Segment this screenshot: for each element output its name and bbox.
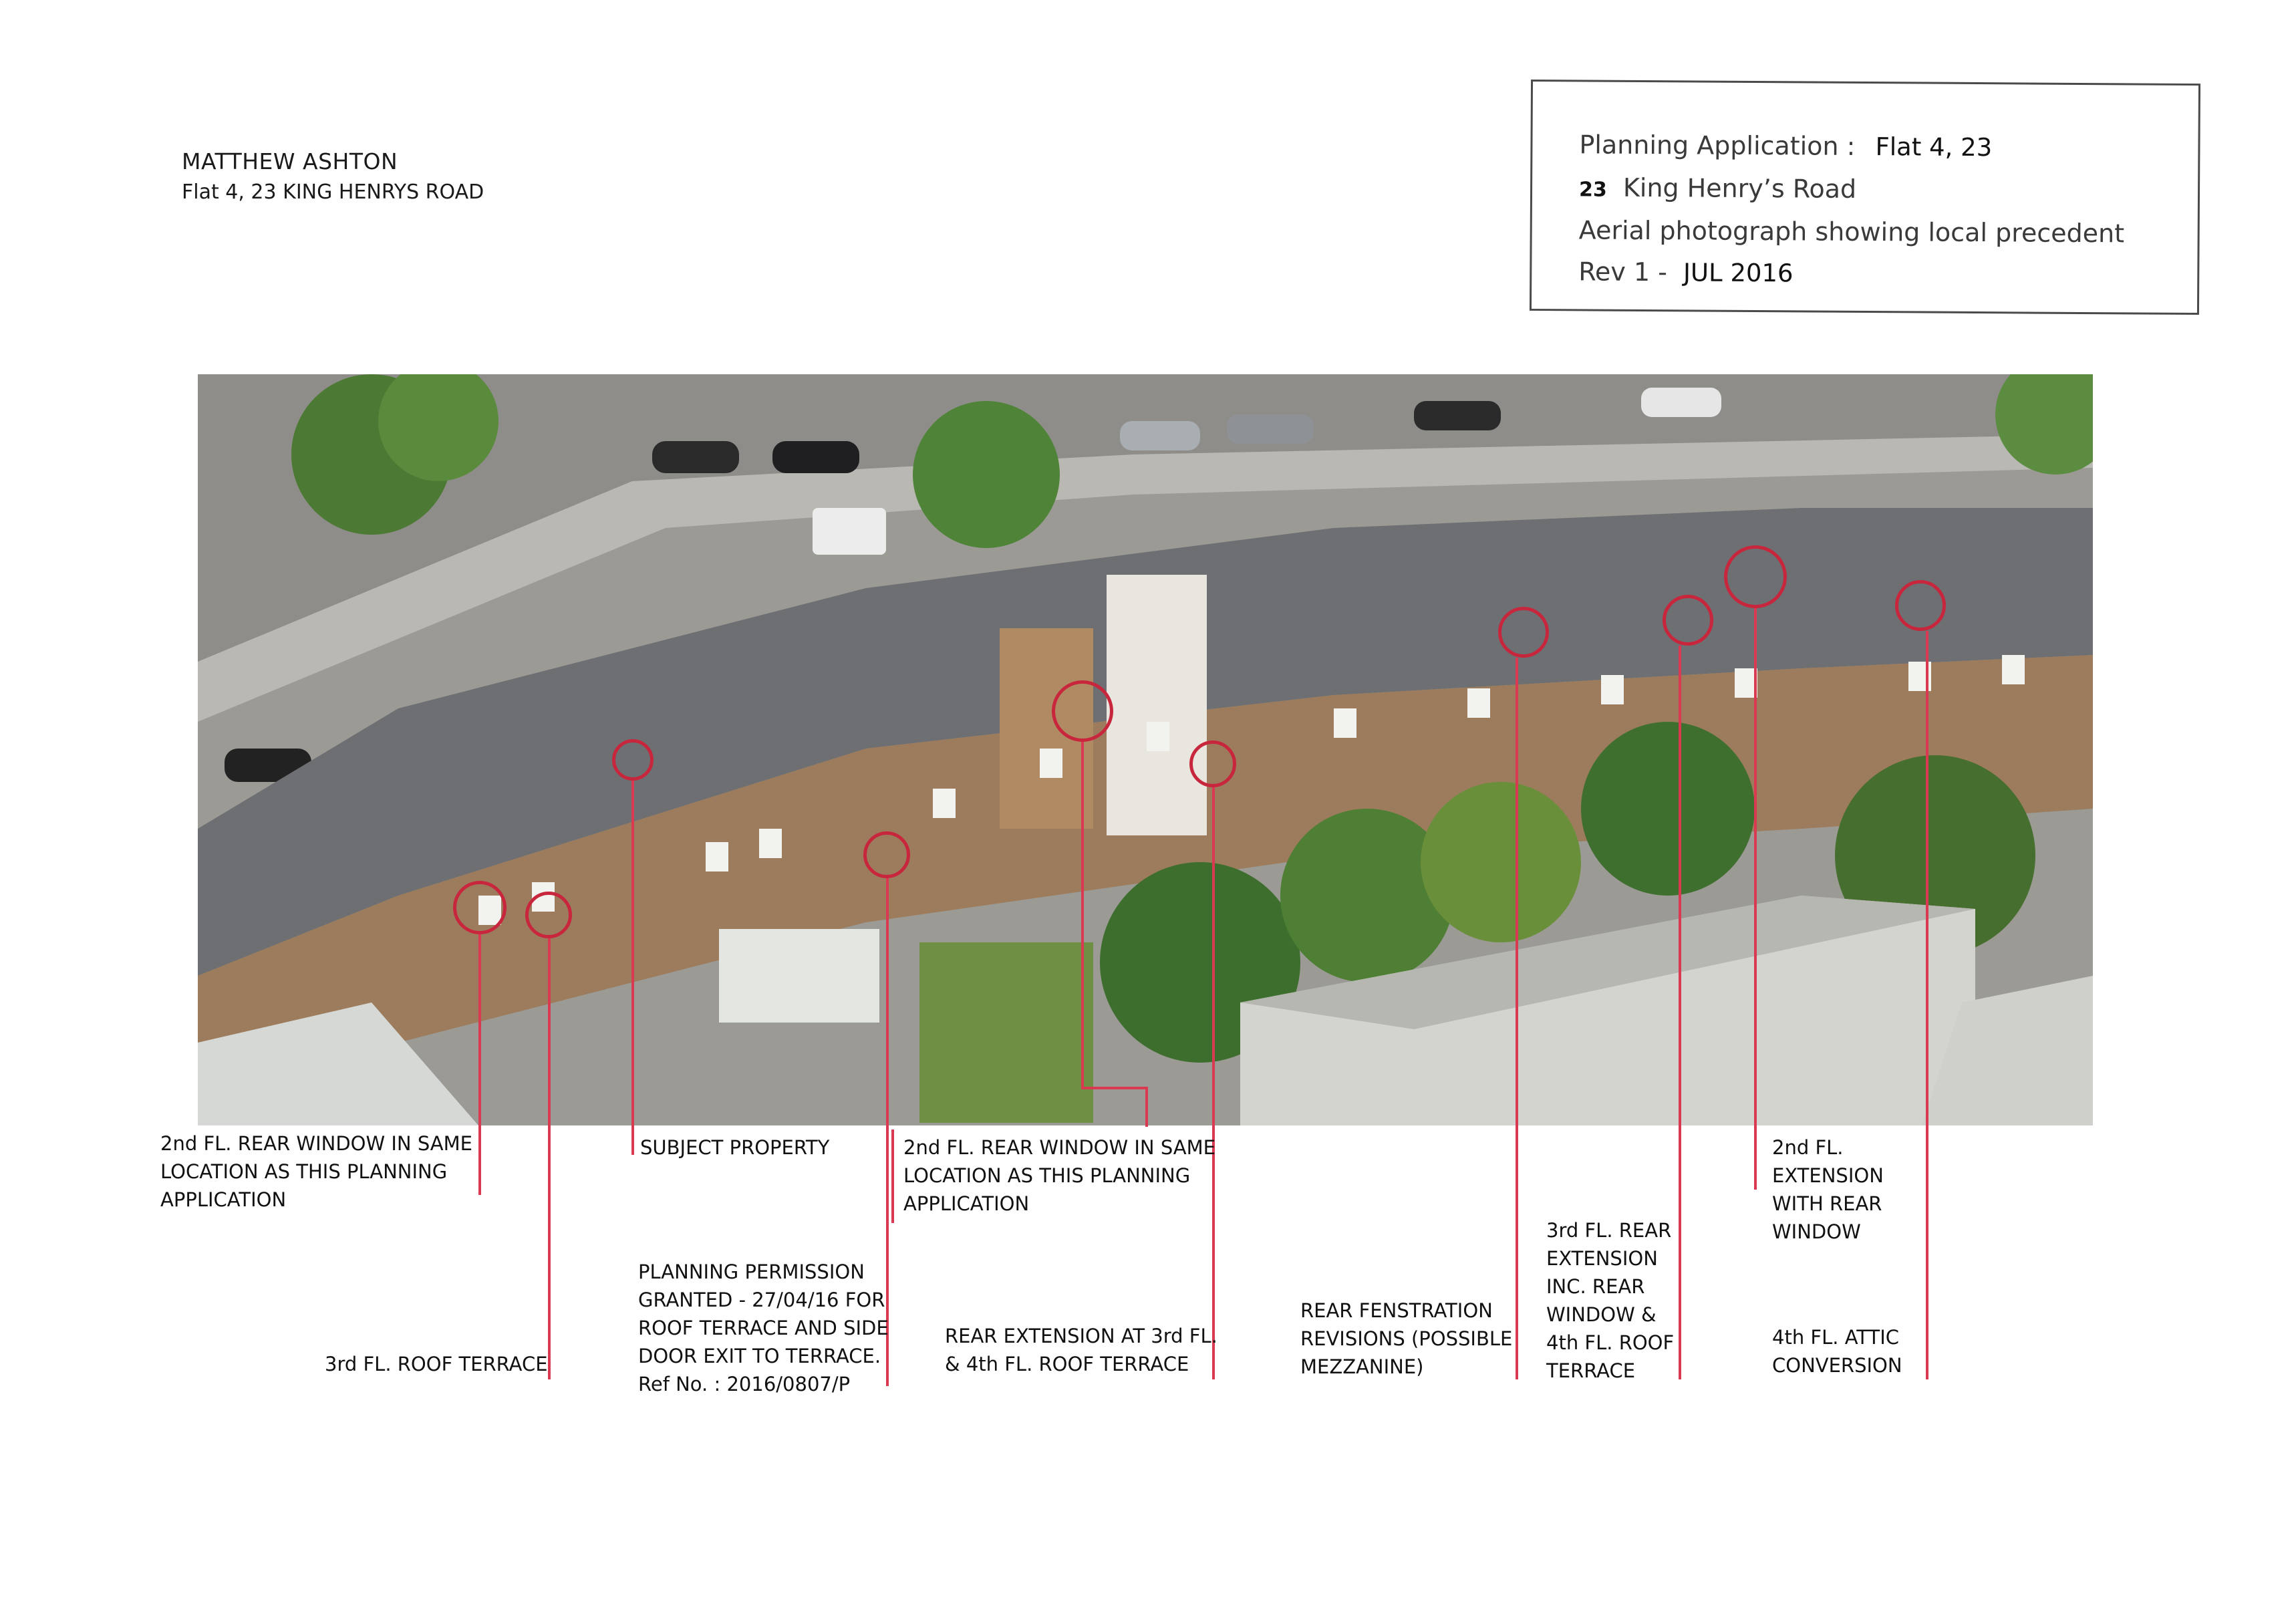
marker-circle-5 — [1052, 680, 1113, 742]
title-line-description: Aerial photograph showing local precedent — [1578, 215, 2125, 249]
leader-line-5a — [1081, 742, 1084, 1088]
annotation-label-6: REAR EXTENSION AT 3rd FL. & 4th FL. ROOF TERRACE — [945, 1325, 1217, 1375]
leader-line-9 — [1754, 608, 1757, 1190]
marker-circle-4 — [863, 831, 910, 878]
annotation-label-5: 2nd FL. REAR WINDOW IN SAME LOCATION AS THIS PLANNING APPLICATION — [903, 1136, 1215, 1215]
leader-line-1 — [478, 934, 481, 1195]
leader-line-2 — [548, 938, 551, 1379]
title-line-address — [1579, 172, 1856, 204]
application-value: Flat 4, 23 — [1875, 132, 1993, 162]
marker-circle-9 — [1724, 545, 1787, 608]
aerial-photo-illustration — [198, 374, 2093, 1125]
annotation-label-4: PLANNING PERMISSION GRANTED - 27/04/16 FOR ROOF TERRACE AND SIDE DOOR EXIT TO TERRACE. Ref No. : 2016/0807/P — [638, 1260, 889, 1395]
leader-line-8 — [1679, 646, 1681, 1379]
leader-line-3 — [631, 781, 634, 1155]
leader-line-5d — [891, 1129, 894, 1223]
leader-line-10 — [1926, 631, 1928, 1379]
application-label: Planning Application : — [1579, 130, 1856, 161]
revision-label: Rev 1 - — [1578, 257, 1668, 287]
marker-circle-3 — [612, 739, 654, 781]
annotation-label-7: REAR FENSTRATION REVISIONS (POSSIBLE MEZZANINE) — [1300, 1299, 1513, 1378]
leader-line-5b — [1081, 1087, 1148, 1089]
annotation-label-2: 3rd FL. ROOF TERRACE — [325, 1353, 548, 1375]
author-address: Flat 4, 23 KING HENRYS ROAD — [182, 180, 484, 204]
annotation-label-3: SUBJECT PROPERTY — [640, 1136, 830, 1159]
title-block — [1530, 80, 2200, 315]
leader-line-5c — [1145, 1087, 1148, 1127]
title-line-revision — [1578, 257, 1793, 287]
annotation-label-1: 2nd FL. REAR WINDOW IN SAME LOCATION AS THIS PLANNING APPLICATION — [160, 1132, 472, 1211]
marker-circle-2 — [525, 892, 572, 938]
revision-date: JUL 2016 — [1683, 258, 1793, 288]
marker-circle-8 — [1663, 595, 1713, 646]
address-street: King Henry’s Road — [1622, 172, 1857, 204]
annotation-label-9: 2nd FL. EXTENSION WITH REAR WINDOW — [1772, 1136, 1884, 1243]
marker-circle-10 — [1895, 580, 1946, 631]
annotation-label-10: 4th FL. ATTIC CONVERSION — [1772, 1326, 1902, 1377]
leader-line-6 — [1212, 787, 1215, 1379]
marker-circle-6 — [1189, 741, 1236, 787]
leader-line-7 — [1516, 658, 1518, 1379]
author-name: MATTHEW ASHTON — [182, 148, 398, 174]
address-number: 23 — [1578, 178, 1607, 202]
annotation-label-8: 3rd FL. REAR EXTENSION INC. REAR WINDOW & 4th FL. ROOF TERRACE — [1546, 1219, 1675, 1382]
aerial-photograph — [198, 374, 2093, 1125]
title-line-application — [1579, 130, 1992, 162]
marker-circle-7 — [1498, 607, 1549, 658]
marker-circle-1 — [453, 881, 507, 934]
